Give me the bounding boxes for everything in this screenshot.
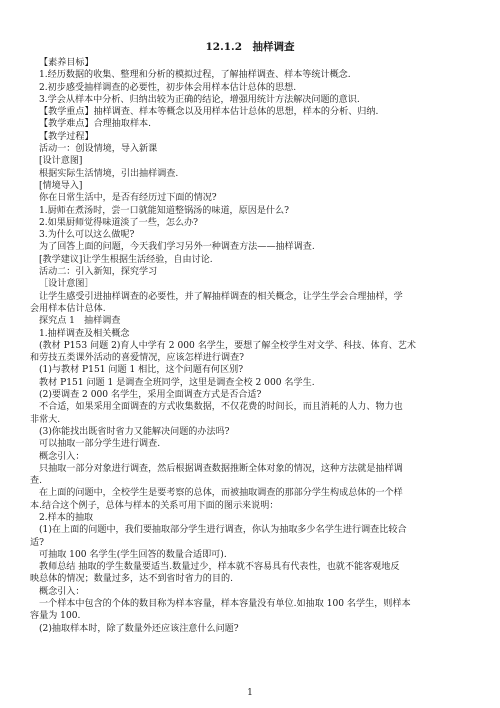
text-line: 2.初步感受抽样调查的必要性，初步体会用样本估计总体的思想. <box>39 82 297 93</box>
text-line: 【教学难点】合理抽取样本. <box>39 119 152 130</box>
text-line: 可以抽取一部分学生进行调查. <box>39 439 161 450</box>
section-heading: 【教学过程】 <box>39 131 94 142</box>
text-line: [情境导入] <box>39 180 83 191</box>
text-line: ［设计意图］ <box>39 279 94 290</box>
text-line: 3.学会从样本中分析、归纳出较为正确的结论，增强用统计方法解决问题的意识. <box>39 94 360 105</box>
activity-heading: 活动二：引入新知，探究学习 <box>39 267 158 278</box>
text-line: (1)在上面的问题中，我们要抽取部分学生进行调查，你认为抽取多少名学生进行调查比较合 <box>39 525 407 536</box>
text-line: 你在日常生活中，是否有经历过下面的情况? <box>39 193 217 204</box>
text-line: 只抽取一部分对象进行调查，然后根据调查数据推断全体对象的情况，这种方法就是抽样调 <box>39 463 403 474</box>
text-line: 映总体的情况；数量过多，达不到省时省力的目的. <box>30 574 233 585</box>
text-line: 教师总结 抽取的学生数量要适当.数量过少，样本就不容易具有代表性，也就不能客观地反 <box>39 562 400 573</box>
section-heading: 【素养目标】 <box>39 58 94 68</box>
text-line: 让学生感受引进抽样调查的必要性，并了解抽样调查的相关概念，让学生学会合理抽样，学 <box>39 291 403 302</box>
document-title: 12.1.2 抽样调查 <box>205 41 295 53</box>
text-line: (2)要调查 2 000 名学生，采用全面调查方式是否合适? <box>39 390 262 401</box>
text-line: (2)抽取样本时，除了数量外还应该注意什么问题? <box>39 623 239 634</box>
text-line: (1)与教材 P151 问题 1 相比，这个问题有何区别? <box>39 365 244 376</box>
text-line: 适? <box>30 537 44 548</box>
text-line: 一个样本中包含的个体的数目称为样本容量，样本容量没有单位.如抽取 100 名学生，则样本 <box>39 599 411 610</box>
text-line: 概念引入： <box>39 451 85 462</box>
text-line: 3.为什么可以这么做呢? <box>39 230 135 241</box>
text-line: 2.样本的抽取 <box>39 512 94 523</box>
text-line: 概念引入： <box>39 586 85 597</box>
text-line: 不合适，如果采用全面调查的方式收集数据，不仅花费的时间长，而且消耗的人力、物力也 <box>39 402 403 413</box>
activity-heading: 活动一：创设情境，导入新课 <box>39 144 158 155</box>
text-line: 查. <box>30 476 42 487</box>
text-line: 1.抽样调查及相关概念 <box>39 328 130 339</box>
explore-heading: 探究点 1 抽样调查 <box>39 316 121 327</box>
text-line: 1.厨师在煮汤时，尝一口就能知道整锅汤的味道，原因是什么? <box>39 205 289 216</box>
text-line: 2.如果厨师觉得味道淡了一些，怎么办? <box>39 217 199 228</box>
page-number: 1 <box>247 688 253 698</box>
text-line: (教材 P153 问题 2)育人中学有 2 000 名学生，要想了解全校学生对文学、科技、体育、艺术 <box>39 340 416 351</box>
text-line: (3)你能找出既省时省力又能解决问题的办法吗? <box>39 426 230 437</box>
text-line: [教学建议]让学生根据生活经验，自由讨论. <box>39 254 213 265</box>
text-line: 本.结合这个例子，总体与样本的关系可用下面的图示来说明： <box>30 500 279 511</box>
text-line: [设计意图] <box>39 156 83 167</box>
text-line: 可抽取 100 名学生(学生回答的数量合适即可). <box>39 549 227 560</box>
text-line: 在上面的问题中，全校学生是要考察的总体，而被抽取调查的那部分学生构成总体的一个样 <box>39 488 403 499</box>
text-line: 非常大. <box>30 414 61 425</box>
text-line: 【教学重点】抽样调查、样本等概念以及用样本估计总体的思想，样本的分析、归纳. <box>39 107 379 118</box>
text-line: 为了回答上面的问题，今天我们学习另外一种调查方法——抽样调查. <box>39 242 315 253</box>
text-line: 1.经历数据的收集、整理和分析的模拟过程，了解抽样调查、样本等统计概念. <box>39 70 351 81</box>
text-line: 教材 P151 问题 1 是调查全班同学，这里是调查全校 2 000 名学生. <box>39 377 315 388</box>
text-line: 和劳技五类课外活动的喜爱情况，应该怎样进行调查? <box>30 353 245 364</box>
text-line: 会用样本估计总体. <box>30 303 106 314</box>
text-line: 根据实际生活情境，引出抽样调查. <box>39 168 179 179</box>
text-line: 容量为 100. <box>30 611 81 622</box>
